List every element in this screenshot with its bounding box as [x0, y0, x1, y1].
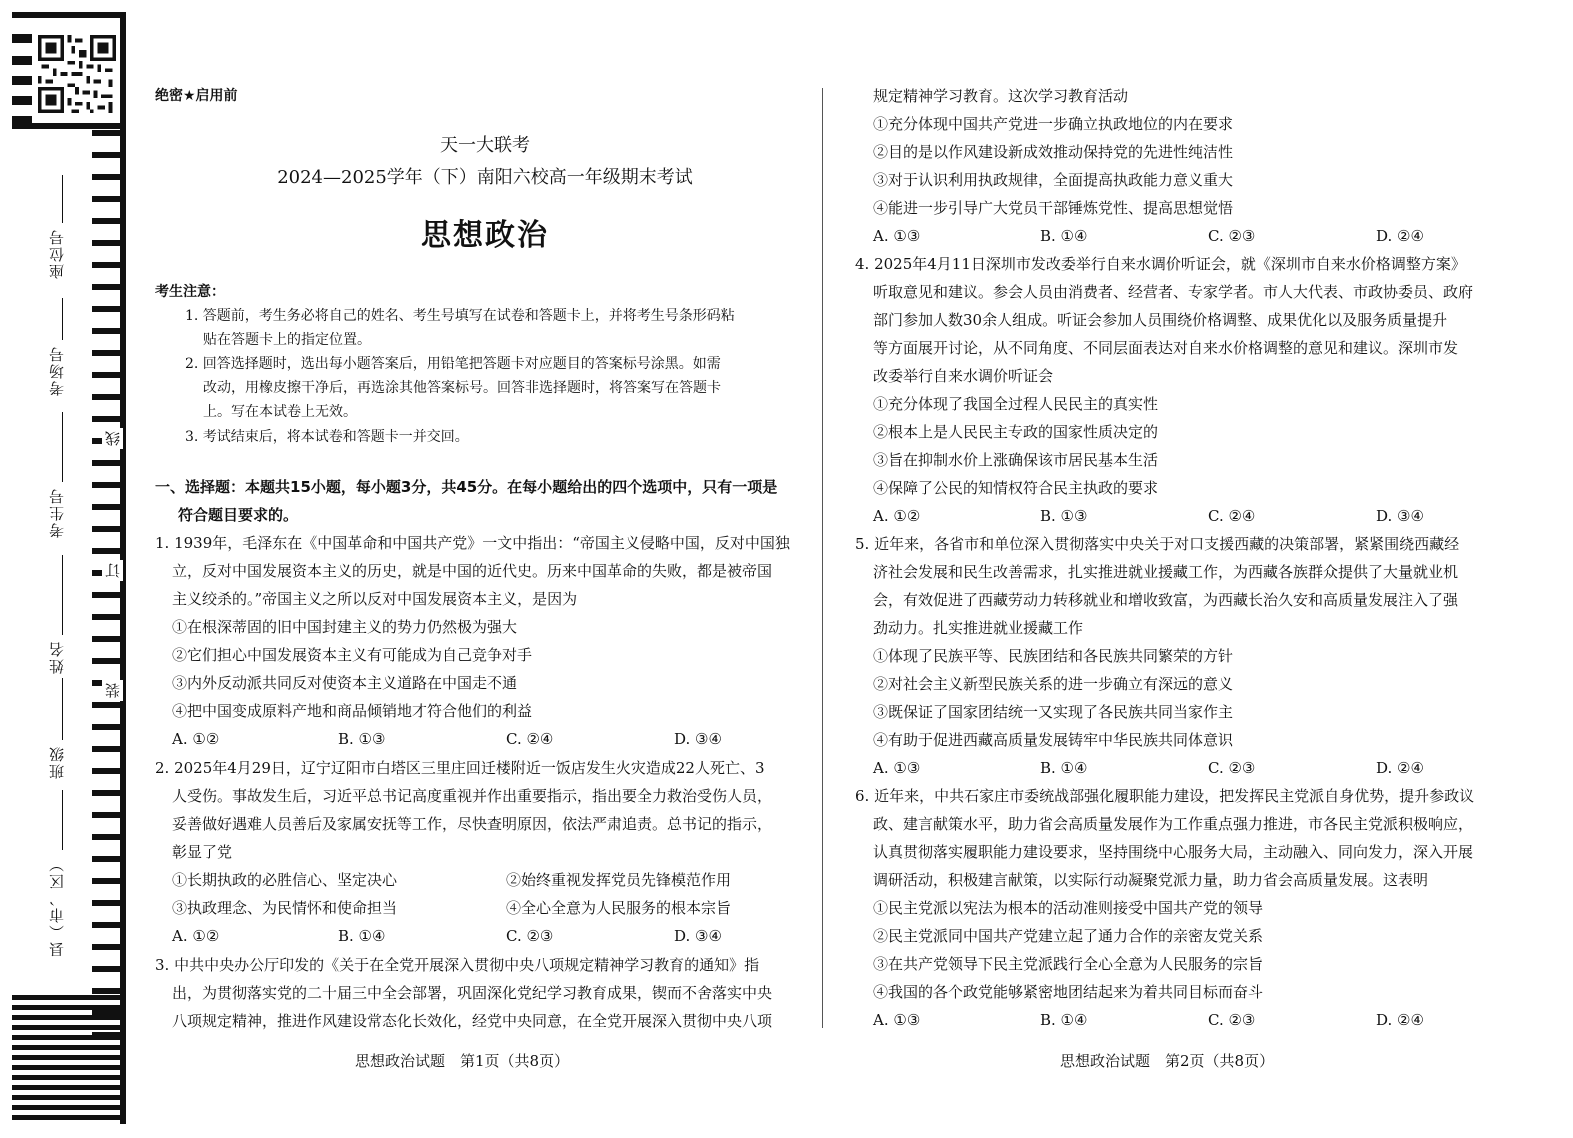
binding-stripe [12, 1045, 120, 1050]
binding-stripe [92, 174, 120, 180]
binding-stripe [92, 196, 120, 202]
binding-stripe [92, 526, 120, 532]
binding-stripe [92, 218, 120, 224]
binding-stripe [92, 372, 120, 378]
binding-bar-top [12, 12, 32, 130]
q3-item: ③对于认识利用执政规律，全面提高执政能力意义重大 [873, 171, 1234, 189]
binding-stripe [92, 878, 120, 884]
q4-item: ①充分体现了我国全过程人民民主的真实性 [873, 395, 1159, 413]
q2-option-d[interactable]: D. ③④ [674, 927, 722, 945]
q4-option-a[interactable]: A. ①② [873, 507, 921, 525]
binding-stripe [12, 1055, 120, 1060]
q4-item: ③旨在抑制水价上涨确保该市居民基本生活 [873, 451, 1159, 469]
candidate-label: 考生号 [48, 487, 66, 538]
binding-stripe [92, 482, 120, 488]
q1-item: ③内外反动派共同反对使资本主义道路在中国走不通 [172, 674, 518, 692]
q6-option-d[interactable]: D. ②④ [1376, 1011, 1424, 1029]
q4-stem: 等方面展开讨论，从不同角度、不同层面表达对自来水价格调整的意见和建议。深圳市发 [873, 339, 1459, 357]
binding-stripe [92, 592, 120, 598]
q6-option-a[interactable]: A. ①③ [873, 1011, 921, 1029]
q4-option-c[interactable]: C. ②④ [1208, 507, 1256, 525]
q3-item: ①充分体现中国共产党进一步确立执政地位的内在要求 [873, 115, 1234, 133]
q3-option-a[interactable]: A. ①③ [873, 227, 921, 245]
q1-option-b[interactable]: B. ①③ [338, 730, 386, 748]
q5-item: ③既保证了国家团结统一又实现了各民族共同当家作主 [873, 703, 1234, 721]
binding-stripe [92, 284, 120, 290]
binding-stripe [92, 812, 120, 818]
subject-title: 思想政治 [421, 218, 549, 253]
binding-stripe [12, 1085, 120, 1090]
q6-item: ④我国的各个政党能够紧密地团结起来为着共同目标而奋斗 [873, 983, 1264, 1001]
binding-stripe [12, 1025, 120, 1030]
q5-stem: 5. 近年来，各省市和单位深入贯彻落实中央关于对口支援西藏的决策部署，紧紧围绕西藏经 [855, 535, 1460, 553]
q4-item: ②根本上是人民民主专政的国家性质决定的 [873, 423, 1159, 441]
q2-stem: 彰显了党 [172, 843, 233, 861]
q3-item: ④能进一步引导广大党员干部锤炼党性、提高思想觉悟 [873, 199, 1234, 217]
q2-option-a[interactable]: A. ①② [172, 927, 220, 945]
binding-stripe [12, 1095, 120, 1100]
binding-stripe [92, 856, 120, 862]
q4-item: ④保障了公民的知情权符合民主执政的要求 [873, 479, 1159, 497]
room-label: 考场号 [48, 345, 66, 396]
binding-stripe [12, 1015, 120, 1020]
name-label: 姓名 [48, 640, 66, 674]
binding-stripe [12, 1115, 120, 1120]
cut-word-line: 线 [102, 428, 123, 449]
binding-stripe [92, 240, 120, 246]
cut-word-order: 订 [102, 560, 123, 581]
q6-option-c[interactable]: C. ②③ [1208, 1011, 1256, 1029]
notice-line: 上。写在本试卷上无效。 [203, 404, 357, 420]
q4-stem: 听取意见和建议。参会人员由消费者、经营者、专家学者。市人大代表、市政协委员、政府 [873, 283, 1474, 301]
q5-option-d[interactable]: D. ②④ [1376, 759, 1424, 777]
exam-subtitle: 2024—2025学年（下）南阳六校高一年级期末考试 [277, 167, 693, 188]
binding-stripe [92, 152, 120, 158]
q5-option-a[interactable]: A. ①③ [873, 759, 921, 777]
q3-stem: 出，为贯彻落实党的二十届三中全会部署，巩固深化党纪学习教育成果，锲而不舍落实中央 [172, 984, 773, 1002]
q2-stem: 妥善做好遇难人员善后及家属安抚等工作，尽快查明原因，依法严肃追责。总书记的指示， [172, 815, 773, 833]
binding-stripe [92, 900, 120, 906]
q1-stem: 1. 1939年，毛泽东在《中国革命和中国共产党》一文中指出：“帝国主义侵略中国，反对中国独 [155, 534, 790, 552]
q5-stem: 会，有效促进了西藏劳动力转移就业和增收致富，为西藏长治久安和高质量发展注入了强 [873, 591, 1459, 609]
page1-footer: 思想政治试题 第1页（共8页） [355, 1052, 570, 1070]
q6-stem: 调研活动，积极建言献策，以实际行动凝聚党派力量，助力省会高质量发展。这表明 [873, 871, 1429, 889]
column-divider [822, 88, 823, 1028]
q4-stem: 部门参加人数30余人组成。听证会参加人员围绕价格调整、成果优化以及服务质量提升 [873, 311, 1448, 329]
q3-stem-cont: 规定精神学习教育。这次学习教育活动 [873, 87, 1129, 105]
q2-item: ④全心全意为人民服务的根本宗旨 [506, 899, 732, 917]
binding-stripe [92, 790, 120, 796]
page2-footer: 思想政治试题 第2页（共8页） [1060, 1052, 1275, 1070]
q2-option-b[interactable]: B. ①④ [338, 927, 386, 945]
q1-option-a[interactable]: A. ①② [172, 730, 220, 748]
room-line [62, 298, 63, 340]
binding-bar-bottom [12, 995, 120, 1125]
q1-option-c[interactable]: C. ②④ [506, 730, 554, 748]
q2-option-c[interactable]: C. ②③ [506, 927, 554, 945]
q5-option-c[interactable]: C. ②③ [1208, 759, 1256, 777]
binding-stripe [92, 350, 120, 356]
q6-stem: 6. 近年来，中共石家庄市委统战部强化履职能力建设，把发挥民主党派自身优势，提升参政议 [855, 787, 1475, 805]
q6-item: ②民主党派同中国共产党建立起了通力合作的亲密友党关系 [873, 927, 1264, 945]
q6-item: ①民主党派以宪法为根本的活动准则接受中国共产党的领导 [873, 899, 1264, 917]
q5-item: ②对社会主义新型民族关系的进一步确立有深远的意义 [873, 675, 1234, 693]
binding-stripe [12, 1075, 120, 1080]
q2-stem: 人受伤。事故发生后，习近平总书记高度重视并作出重要指示，指出要全力救治受伤人员， [172, 787, 773, 805]
q1-item: ①在根深蒂固的旧中国封建主义的势力仍然极为强大 [172, 618, 518, 636]
county-line [62, 790, 63, 850]
confidential-mark: 绝密★启用前 [155, 88, 238, 104]
binding-stripe [92, 548, 120, 554]
q5-option-b[interactable]: B. ①④ [1040, 759, 1088, 777]
binding-bar-middle [92, 130, 120, 1035]
notice-line: 改动，用橡皮擦干净后，再选涂其他答案标号。回答非选择题时，将答案写在答题卡 [203, 380, 721, 396]
q2-item: ③执政理念、为民情怀和使命担当 [172, 899, 398, 917]
q1-item: ④把中国变成原料产地和商品倾销地才符合他们的利益 [172, 702, 533, 720]
q6-stem: 政、建言献策水平，助力省会高质量发展作为工作重点强力推进，市各民主党派积极响应， [873, 815, 1474, 833]
binding-stripe [12, 1065, 120, 1070]
county-label: 县（市、区） [48, 855, 66, 957]
binding-stripe [92, 460, 120, 466]
q6-stem: 认真贯彻落实履职能力建设要求，坚持围绕中心服务大局，主动融入、同向发力，深入开展 [873, 843, 1474, 861]
binding-stripe [92, 746, 120, 752]
q6-item: ③在共产党领导下民主党派践行全心全意为人民服务的宗旨 [873, 955, 1264, 973]
binding-stripe [12, 995, 120, 1000]
binding-stripe [92, 504, 120, 510]
q3-stem: 八项规定精神，推进作风建设常态化长效化，经党中央同意，在全党开展深入贯彻中央八项 [172, 1012, 773, 1030]
q2-item: ②始终重视发挥党员先锋模范作用 [506, 871, 732, 889]
binding-stripe [92, 966, 120, 972]
notice-line: 贴在答题卡上的指定位置。 [203, 332, 371, 348]
q1-stem: 主义绞杀的。”帝国主义之所以反对中国发展资本主义，是因为 [172, 590, 578, 608]
binding-stripe [92, 724, 120, 730]
binding-stripe [92, 394, 120, 400]
cut-word-bind: 装 [102, 680, 123, 701]
q3-stem: 3. 中共中央办公厅印发的《关于在全党开展深入贯彻中央八项规定精神学习教育的通知》指 [155, 956, 760, 974]
q1-option-d[interactable]: D. ③④ [674, 730, 722, 748]
binding-stripe [92, 130, 120, 136]
candidate-line [62, 412, 63, 482]
binding-stripe [92, 658, 120, 664]
q4-option-d[interactable]: D. ③④ [1376, 507, 1424, 525]
binding-stripe [92, 636, 120, 642]
q1-item: ②它们担心中国发展资本主义有可能成为自己竞争对手 [172, 646, 533, 664]
q6-option-b[interactable]: B. ①④ [1040, 1011, 1088, 1029]
binding-stripe [92, 988, 120, 994]
section-title-cont: 符合题目要求的。 [178, 506, 299, 524]
q5-item: ④有助于促进西藏高质量发展铸牢中华民族共同体意识 [873, 731, 1234, 749]
name-line [62, 555, 63, 635]
binding-stripe [12, 1105, 120, 1110]
binding-stripe [92, 834, 120, 840]
q3-option-c[interactable]: C. ②③ [1208, 227, 1256, 245]
q1-stem: 立，反对中国发展资本主义的历史，就是中国的近代史。历来中国革命的失败，都是被帝国 [172, 562, 773, 580]
seat-label: 座位号 [48, 228, 66, 279]
exam-brand: 天一大联考 [440, 135, 530, 156]
q3-item: ②目的是以作风建设新成效推动保持党的先进性纯洁性 [873, 143, 1234, 161]
q4-stem: 4. 2025年4月11日深圳市发改委举行自来水调价听证会，就《深圳市自来水价格调整方案》 [855, 255, 1466, 273]
class-label: 班级 [48, 745, 66, 779]
q3-option-d[interactable]: D. ②④ [1376, 227, 1424, 245]
binding-stripe [92, 328, 120, 334]
q5-stem: 劲动力。扎实推进就业援藏工作 [873, 619, 1084, 637]
binding-stripe [12, 1005, 120, 1010]
binding-stripe [92, 944, 120, 950]
q2-item: ①长期执政的必胜信心、坚定决心 [172, 871, 398, 889]
q4-option-b[interactable]: B. ①③ [1040, 507, 1088, 525]
notice-line: 3. 考试结束后，将本试卷和答题卡一并交回。 [185, 429, 469, 445]
binding-stripe [92, 416, 120, 422]
q3-option-b[interactable]: B. ①④ [1040, 227, 1088, 245]
q4-stem: 改委举行自来水调价听证会 [873, 367, 1054, 385]
notice-line: 2. 回答选择题时，选出每小题答案后，用铅笔把答题卡对应题目的答案标号涂黑。如需 [185, 356, 721, 372]
binding-stripe [12, 1035, 120, 1040]
notice-line: 1. 答题前，考生务必将自己的姓名、考生号填写在试卷和答题卡上，并将考生号条形码粘 [185, 308, 735, 324]
notice-title: 考生注意： [155, 284, 225, 300]
qr-code [38, 35, 116, 113]
class-line [62, 678, 63, 740]
binding-stripe [92, 262, 120, 268]
binding-box-line [12, 123, 120, 129]
binding-stripe [92, 614, 120, 620]
q5-stem: 济社会发展和民生改善需求，扎实推进就业援藏工作，为西藏各族群众提供了大量就业机 [873, 563, 1459, 581]
seat-line [62, 175, 63, 223]
binding-stripe [92, 702, 120, 708]
q2-stem: 2. 2025年4月29日，辽宁辽阳市白塔区三里庄回迁楼附近一饭店发生火灾造成22人死亡、3 [155, 759, 765, 777]
binding-stripe [92, 306, 120, 312]
section-title: 一、选择题：本题共15小题，每小题3分，共45分。在每小题给出的四个选项中，只有一项是 [155, 478, 778, 496]
q5-item: ①体现了民族平等、民族团结和各民族共同繁荣的方针 [873, 647, 1234, 665]
binding-stripe [92, 922, 120, 928]
binding-stripe [92, 768, 120, 774]
